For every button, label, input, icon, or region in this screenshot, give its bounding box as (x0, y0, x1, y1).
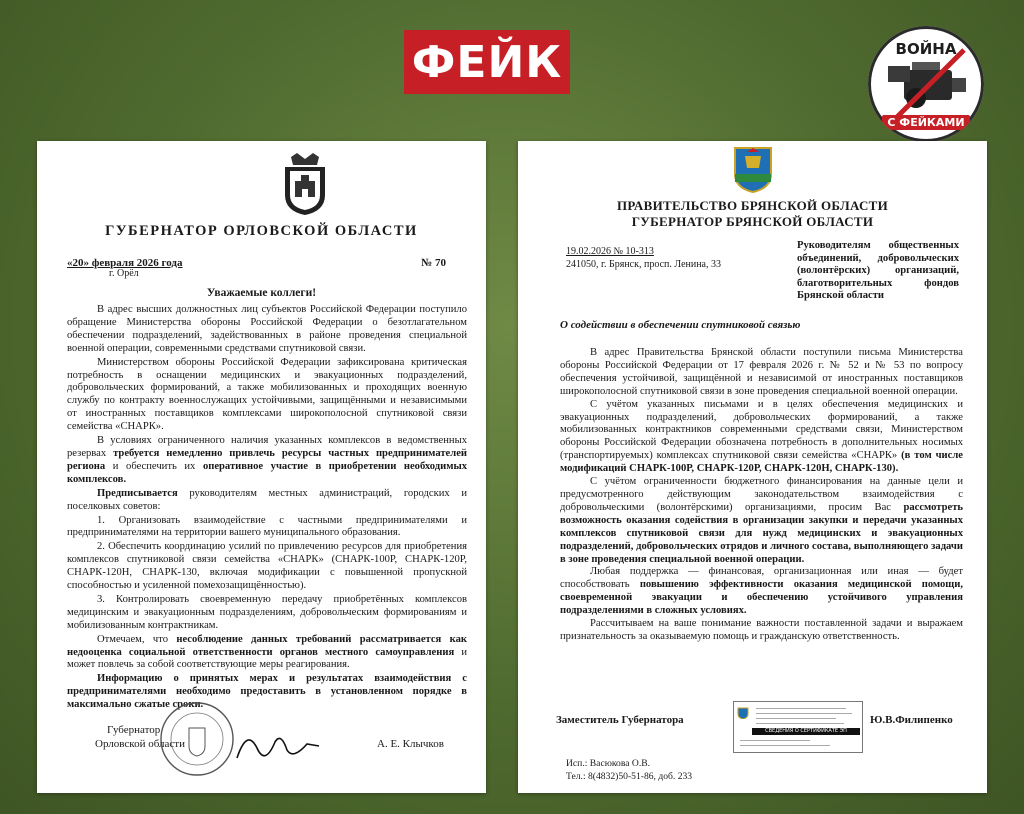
letter-greeting: Уважаемые коллеги! (206, 287, 317, 299)
signatory-role: Губернатор Орловской области (95, 724, 185, 750)
paragraph: В условиях ограниченного наличия указанных комплексов в ведомственных резервах требуется немедленно привлечь ресурсы частных предпринимателей региона и обеспечить их оперативное участие в приобретении необходимых комплексов. (67, 435, 468, 485)
letter-city: г. Орёл (109, 268, 139, 279)
fake-badge: ФЕЙК (404, 30, 570, 94)
bryansk-coat-of-arms-icon (733, 144, 773, 194)
orel-letter (37, 141, 486, 793)
cert-title: СВЕДЕНИЯ О СЕРТИФИКАТЕ ЭП (752, 728, 860, 735)
paragraph: Информацию о принятых мерах и результатах взаимодействия с предпринимателями необходимо предоставить в установленном порядке в максимально сжатые сроки. (67, 673, 467, 711)
paragraph: Любая поддержка — финансовая, организационная или иная — будет способствовать повышению эффективности оказания медицинской помощи, своевременной эвакуации и обеспечению устойчивого управления подразделениями в сложных условиях. (560, 566, 963, 617)
electronic-signature-certificate (733, 701, 863, 753)
paragraph: С учётом ограниченности бюджетного финансирования на данные цели и предусмотренного действующим законодательством взаимодействия с добровольческими (волонтёрскими) организациями, просим Вас рассмотреть возможность оказания содействия в организации закупки и передачи указанных комплексов спутниковой связи для нужд медицинских и эвакуационных подразделений, добровольческих отрядов и личного состава, выполняющего задачи в зоне проведения специальной военной операции. (560, 476, 963, 565)
paragraph: Предписывается руководителям местных администраций, городских и поселковых советов: (67, 487, 467, 512)
logo-top-text: ВОЙНА (895, 40, 957, 58)
letter-registration: 19.02.2026 № 10-313 241050, г. Брянск, просп. Ленина, 33 (566, 246, 721, 270)
war-on-fakes-logo (868, 26, 984, 142)
paragraph: С учётом указанных письмами и в целях обеспечения медицинских и эвакуационных подразделений, добровольческих формирований, а также мобилизованных контрактников современными средствами связи, Министерством обороны Российской Федерации обозначена потребность в дополнительных носимых (транспортируемых) комплексах спутниковой связи семейства «СНАРК» (в том числе модификаций СНАРК-100Р, СНАРК-120Р, СНАРК-120Н, СНАРК-130). (560, 398, 963, 475)
paragraph: 2. Обеспечить координацию усилий по привлечению ресурсов для приобретения комплексов спутниковой связи семейства «СНАРК» (СНАРК-100Р, СНАРК-120Р, СНАРК-120Н, СНАРК-130, включая модификации с повышенной пропускной способностью и усиленной помехозащищённостью). (67, 541, 467, 592)
paragraph: Отмечаем, что несоблюдение данных требований рассматривается как недооценка социальной ответственности органов местного самоуправления и может повлечь за собой соответствующие меры реагирования. (67, 633, 467, 671)
paragraph: В адрес высших должностных лиц субъектов Российской Федерации поступило обращение Министерства обороны Российской Федерации о безотлагательном обеспечении подразделений, задействованных в районе проведения специальной военной операции, современными средствами спутниковой связи. (67, 304, 467, 354)
signatory-name: А. Е. Клычков (377, 738, 444, 750)
bryansk-letter (518, 141, 987, 793)
letter-date: «20» февраля 2026 года (67, 257, 183, 269)
letter-subject: О содействии в обеспечении спутниковой связью (560, 319, 801, 331)
letter-body (560, 347, 963, 644)
letter-number: № 70 (421, 257, 446, 269)
paragraph: 3. Контролировать своевременную передачу приобретённых комплексов медицинским и эвакуационным подразделениям, добровольческим формированиям и мобилизованным контрактникам. (67, 593, 467, 631)
executor-info: Исп.: Васюкова О.В. Тел.: 8(4832)50-51-86, доб. 233 (566, 758, 693, 782)
cert-crest-icon (737, 707, 749, 719)
letter-addressee: Руководителям общественных объединений, добровольческих (волонтёрских) организаций, благотворительных фондов Брянской области (797, 240, 959, 302)
signatory-role: Заместитель Губернатора (556, 714, 684, 726)
letter-body (67, 304, 467, 713)
logo-bottom-text: С ФЕЙКАМИ (868, 116, 984, 129)
paragraph: Министерством обороны Российской Федерации зафиксирована критическая потребность в оснащении медицинских и эвакуационных подразделений, добровольческих формирований, а также мобилизованных и проходящих военную службу по контракту военнослужащих устойчивыми, защищёнными и независимыми от иностранных поставщиков комплексами широкополосной спутниковой связи семейства «СНАРК». (67, 356, 467, 433)
signatory-name: Ю.В.Филипенко (870, 714, 953, 726)
orel-coat-of-arms-icon (281, 151, 329, 217)
paragraph: В адрес Правительства Брянской области поступили письма Министерства обороны Российской Федерации от 17 февраля 2026 г. № 52 и № 53 по вопросу обеспечения устойчивой, защищённой и независимой от иностранных поставщиков широкополосной спутниковой связи в зоне проведения специальной военной операции. (560, 347, 963, 397)
letter-title: ПРАВИТЕЛЬСТВО БРЯНСКОЙ ОБЛАСТИ ГУБЕРНАТОР БРЯНСКОЙ ОБЛАСТИ (616, 198, 889, 229)
letter-title: ГУБЕРНАТОР ОРЛОВСКОЙ ОБЛАСТИ (105, 223, 418, 239)
paragraph: Рассчитываем на ваше понимание важности поставленной задачи и выражаем признательность за оказываемую помощь и гражданскую ответственность. (560, 618, 963, 642)
paragraph: 1. Организовать взаимодействие с частными предпринимателями и предпринимателями на территории вашего муниципального образования. (67, 514, 467, 539)
